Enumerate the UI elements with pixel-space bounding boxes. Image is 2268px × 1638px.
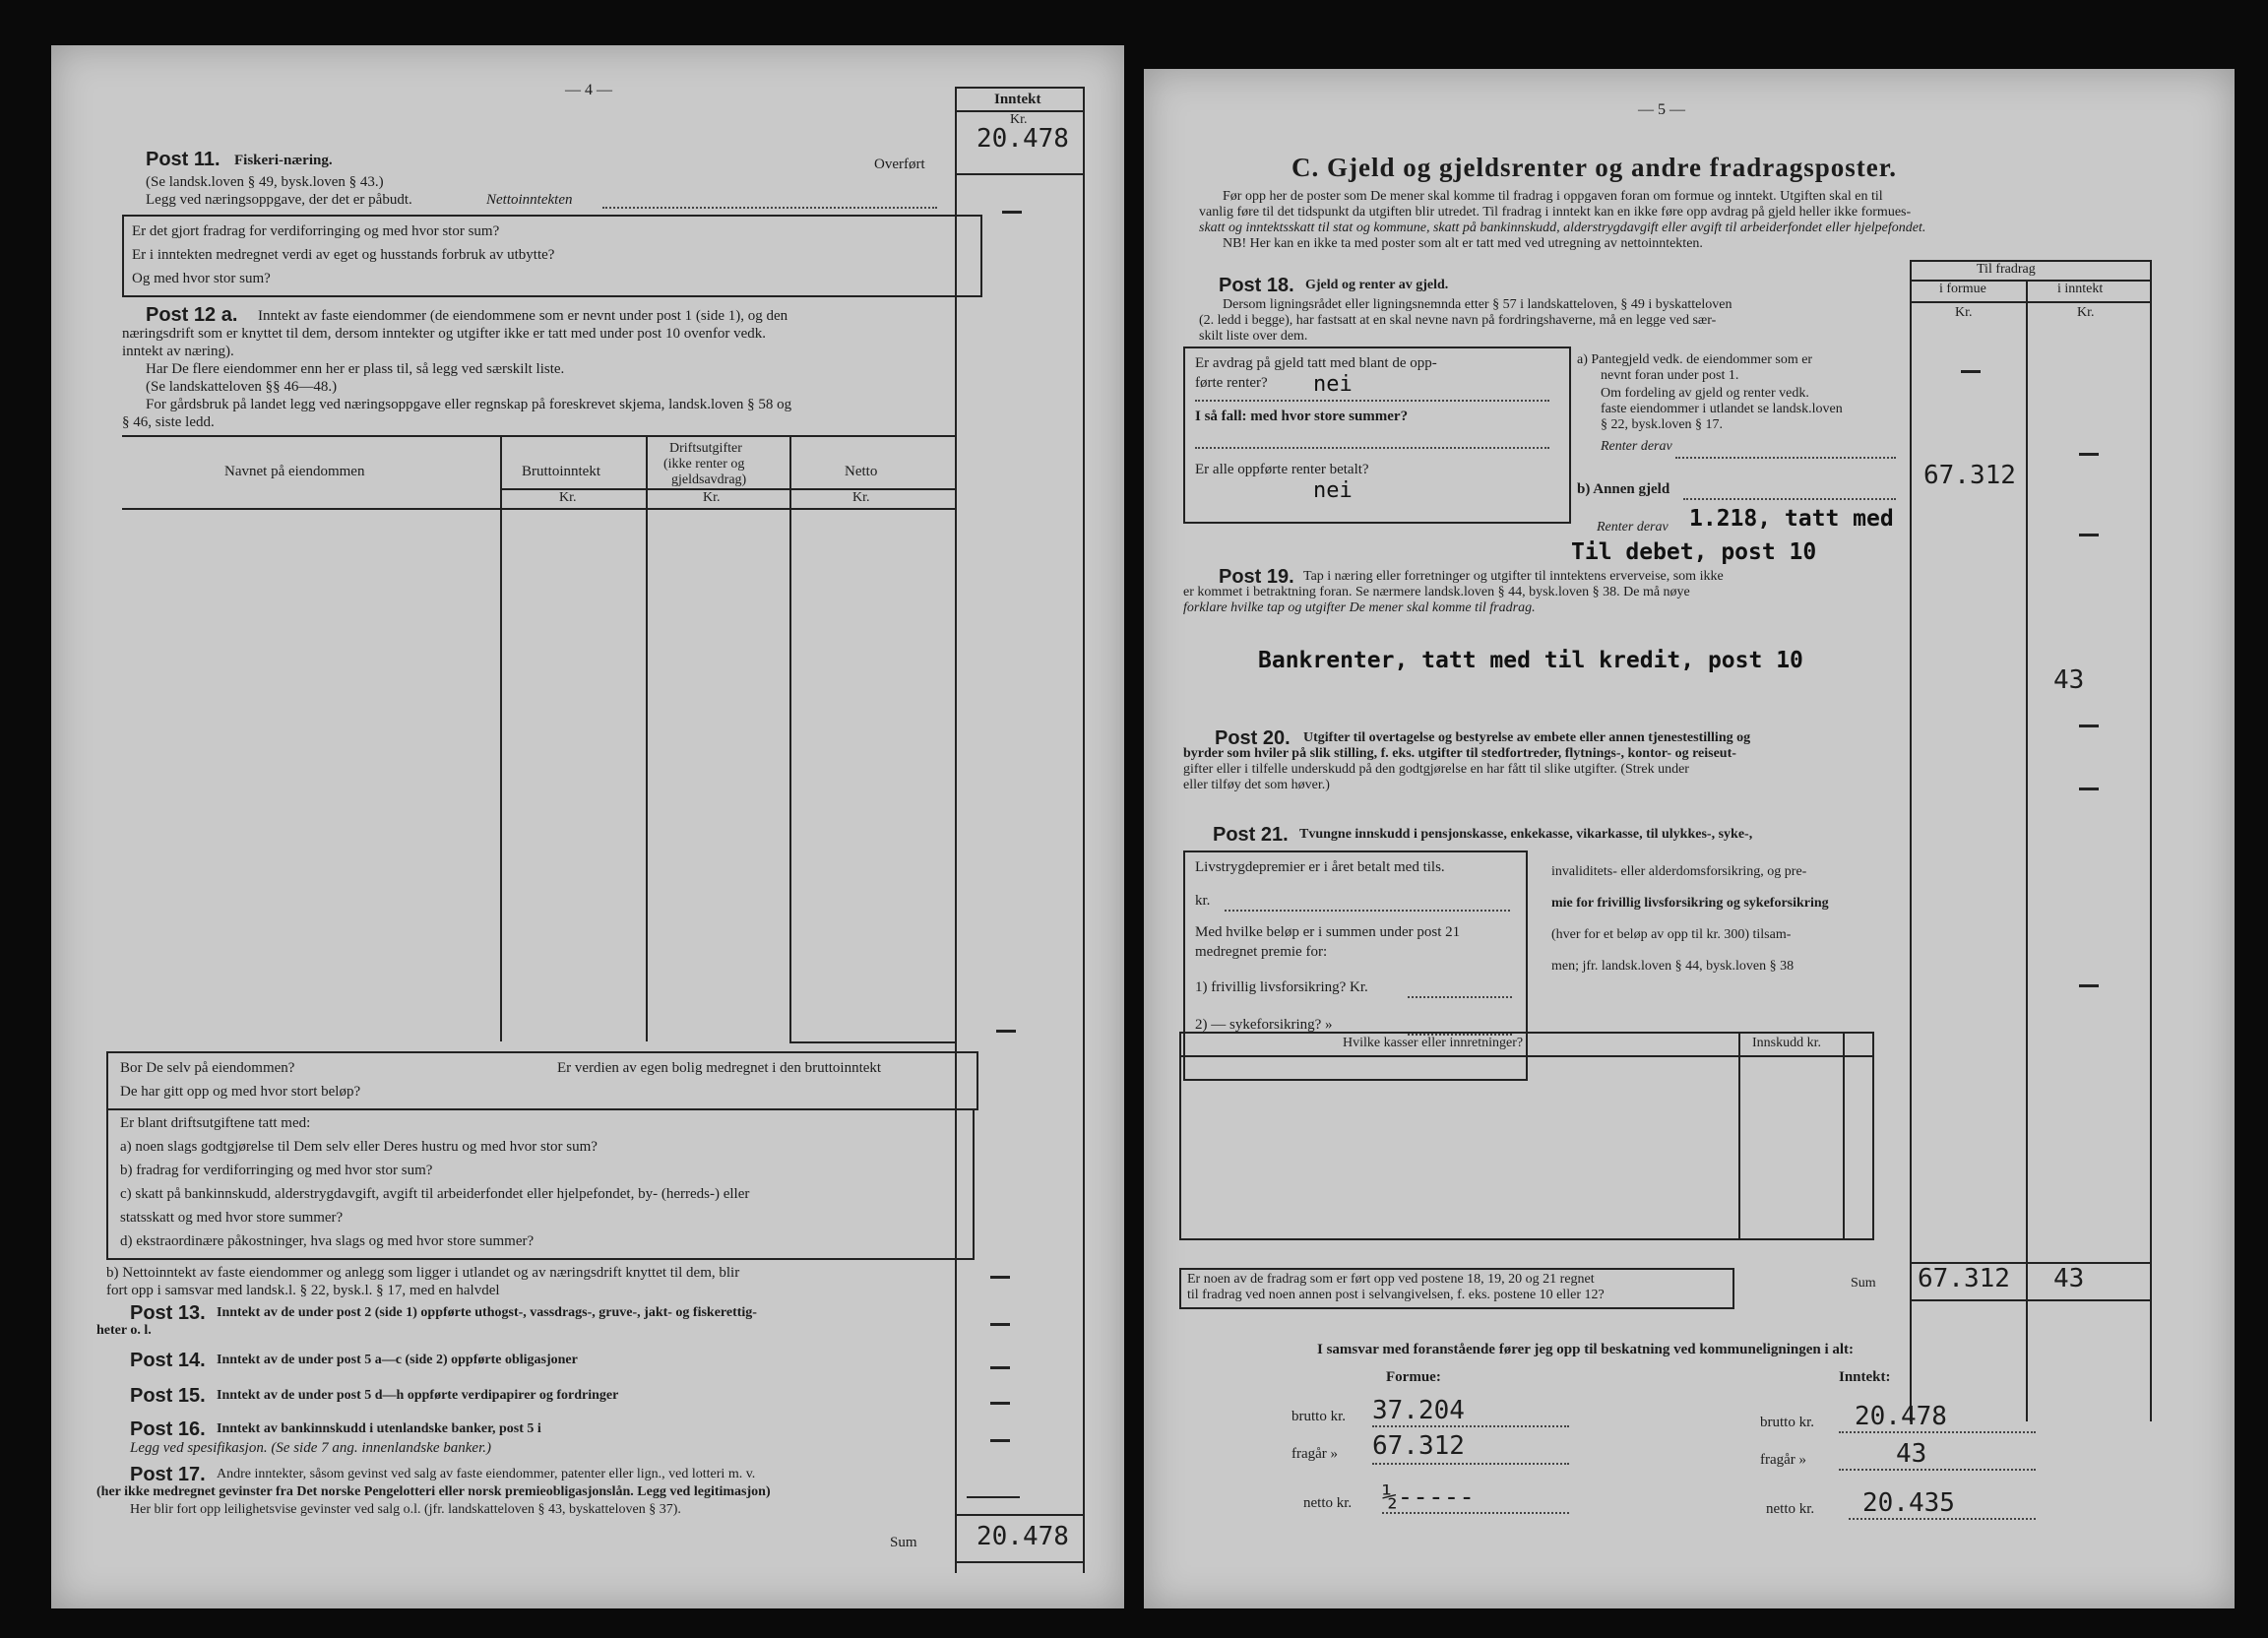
dotted-line [1408, 996, 1512, 998]
livstrygd-line: Med hvilke beløp er i summen under post 21 [1195, 924, 1461, 940]
dash-mark [990, 1366, 1010, 1369]
annen-gjeld-value: 67.312 [1923, 461, 2016, 490]
inntekt-column-left-border [955, 87, 957, 1573]
post18a-line: § 22, bysk.loven § 17. [1601, 417, 1724, 432]
post11-box-line: Og med hvor stor sum? [132, 271, 271, 286]
post18-line: Dersom ligningsrådet eller ligningsnemnda etter § 57 i landskatteloven, § 49 i byskatteloven [1223, 297, 1732, 312]
post12-line: (Se landskatteloven §§ 46—48.) [146, 379, 338, 395]
bolig-q1: Bor De selv på eiendommen? [120, 1060, 295, 1076]
page-number: — 5 — [1638, 101, 1685, 118]
brutto-label: brutto kr. [1292, 1409, 1346, 1424]
post16-text2: Legg ved spesifikasjon. (Se side 7 ang. innenlandske banker.) [130, 1440, 492, 1456]
post12-line: For gårdsbruk på landet legg ved næringsoppgave eller regnskap på foreskrevet skjema, landsk.loven § 58 og [146, 397, 792, 412]
dotted-line [1675, 457, 1896, 459]
post20-title: Post 20. [1215, 727, 1291, 749]
sum-top-line [955, 1514, 1083, 1516]
post12-line: Inntekt av faste eiendommer (de eiendommene som er nevnt under post 1 (side 1), og den [258, 308, 788, 324]
fradrag-question-box [1179, 1268, 1734, 1309]
livstrygd-line: kr. [1195, 893, 1211, 909]
sum-label: Sum [890, 1535, 917, 1550]
table-col-line [646, 435, 648, 1041]
post16-title: Post 16. [130, 1418, 206, 1440]
post12-line: inntekt av næring). [122, 344, 234, 359]
formue-fragar: 67.312 [1372, 1431, 1465, 1461]
post20-line: eller tilføy det som høver.) [1183, 778, 1330, 792]
col-header-drift: gjeldsavdrag) [671, 472, 747, 487]
post18a-line: a) Pantegjeld vedk. de eiendommer som er [1577, 352, 1813, 367]
dash-mark [2079, 724, 2099, 727]
page-number: — 4 — [565, 82, 612, 98]
overfort-value: 20.478 [976, 124, 1069, 154]
netto-label: netto kr. [1303, 1495, 1353, 1511]
post11-title: Post 11. [146, 149, 220, 170]
post13-text: Inntekt av de under post 2 (side 1) oppførte uthogst-, vassdrags-, gruve-, jakt- og fiskerettig- [217, 1305, 757, 1320]
inntekt-fragar: 43 [1896, 1439, 1927, 1469]
post17-line: Her blir fort opp leilighetsvise gevinster ved salg o.l. (jfr. landskatteloven § 43, byskatteloven § 37). [130, 1502, 681, 1517]
kasser-col-line [1738, 1034, 1740, 1238]
dotted-line [602, 207, 937, 209]
inntekt-column-right-border [1083, 87, 1085, 1573]
innskudd-header: Innskudd kr. [1752, 1036, 1821, 1050]
post11-subtitle: Fiskeri-næring. [234, 153, 333, 168]
post20-line: gifter eller i tilfelle underskudd på den godtgjørelse en har fått til slike utgifter. (Strek under [1183, 762, 1689, 777]
inntekt-top-line [955, 87, 1083, 89]
post18-line: (2. ledd i begge), har fastsatt at en skal nevne navn på fordringshaverne, må en legge ved sær- [1199, 313, 1717, 328]
dotted-line [1225, 910, 1510, 912]
post19-line: forklare hvilke tap og utgifter De mener skal komme til fradrag. [1183, 600, 1536, 615]
fragar-label: fragår » [1760, 1452, 1807, 1468]
dash-mark [1002, 211, 1022, 214]
post15-title: Post 15. [130, 1385, 206, 1407]
fradrag-col-border [2026, 280, 2028, 1421]
post18a-line: faste eiendommer i utlandet se landsk.loven [1601, 402, 1843, 416]
inntekt-rule [955, 173, 1083, 175]
post13-text2: heter o. l. [96, 1323, 152, 1338]
post12-b-line: b) Nettoinntekt av faste eiendommer og anlegg som ligger i utlandet og av næringsdrift knyttet til dem, blir [106, 1265, 740, 1281]
post12-b-line: fort opp i samsvar med landsk.l. § 22, bysk.l. § 17, med en halvdel [106, 1283, 500, 1298]
post17-line: (her ikke medregnet gevinster fra Det norske Pengelotteri eller norsk premieobligasjonslån. Legg ved legitimasjon) [96, 1484, 771, 1499]
dash-mark [967, 1496, 1020, 1498]
post11-line1: (Se landsk.loven § 49, bysk.loven § 43.) [146, 174, 384, 190]
dash-mark [990, 1439, 1010, 1442]
drift-line: b) fradrag for verdiforringing og med hvor stor sum? [120, 1163, 433, 1178]
section-heading: C. Gjeld og gjeldsrenter og andre fradragsposter. [1292, 153, 1897, 182]
sum-value: 20.478 [976, 1522, 1069, 1551]
i-inntekt-header: i inntekt [2057, 282, 2104, 296]
post21-line1: Tvungne innskudd i pensjonskasse, enkekasse, vikarkasse, til ulykkes-, syke-, [1299, 827, 1753, 842]
post11-line2b: Nettoinntekten [486, 192, 573, 208]
dash-mark [996, 1030, 1016, 1033]
post21-right-line: mie for frivillig livsforsikring og sykeforsikring [1551, 896, 1829, 911]
avdrag-q1b: førte renter? [1195, 375, 1268, 391]
right-page [1144, 69, 2235, 1608]
brutto-label: brutto kr. [1760, 1415, 1814, 1430]
dotted-line [1195, 400, 1549, 402]
driftsutgifter-box [106, 1108, 975, 1260]
table-top-line [122, 435, 955, 437]
post12-line: næringsdrift som er knyttet til dem, dersom inntekter og utgifter ikke er tatt med under post 10 ovenfor vedk. [122, 326, 767, 342]
dash-mark [1961, 370, 1981, 373]
inntekt-label: Inntekt: [1839, 1369, 1891, 1385]
dash-mark [2079, 788, 2099, 790]
kr-label: Kr. [703, 490, 721, 505]
post12-line: Har De flere eiendommer enn her er plass til, så legg ved særskilt liste. [146, 361, 565, 377]
left-page [51, 45, 1124, 1608]
post18-subtitle: Gjeld og renter av gjeld. [1305, 278, 1449, 292]
formue-brutto: 37.204 [1372, 1396, 1465, 1425]
intro-line: Før opp her de poster som De mener skal komme til fradrag i oppgaven foran om formue og inntekt. Utgiften skal en til [1223, 189, 1883, 204]
table-col-line [789, 435, 791, 1041]
sum-bottom-line [955, 1561, 1083, 1563]
dotted-line [1839, 1469, 2036, 1471]
post15-text: Inntekt av de under post 5 d—h oppførte verdipapirer og fordringer [217, 1388, 619, 1403]
post11-box-line: Er det gjort fradrag for verdiforringing og med hvor stor sum? [132, 223, 500, 239]
drift-line: c) skatt på bankinnskudd, alderstrygdavgift, avgift til arbeiderfondet eller hjelpefondet, by- (herreds-) eller [120, 1186, 750, 1202]
bolig-q2: De har gitt opp og med hvor stort beløp? [120, 1084, 361, 1100]
dash-mark [2079, 534, 2099, 536]
dash-mark [990, 1402, 1010, 1405]
livstrygd-line: 1) frivillig livsforsikring? Kr. [1195, 979, 1368, 995]
livstrygd-line: 2) — sykeforsikring? » [1195, 1017, 1333, 1033]
col-header-drift: (ikke renter og [663, 457, 745, 472]
post12-line: § 46, siste ledd. [122, 414, 215, 430]
post17-line: Andre inntekter, såsom gevinst ved salg av faste eiendommer, patenter eller lign., ved lotteri m. v. [217, 1467, 756, 1481]
post11-line2: Legg ved næringsoppgave, der det er påbudt. [146, 192, 412, 208]
drift-line: a) noen slags godtgjørelse til Dem selv eller Deres hustru og med hvor stor sum? [120, 1139, 598, 1155]
kr-label: Kr. [2077, 305, 2095, 320]
col-header-navn: Navnet på eiendommen [224, 464, 365, 479]
post18-title: Post 18. [1219, 275, 1294, 296]
bolig-q1b: Er verdien av egen bolig medregnet i den bruttoinntekt [557, 1060, 882, 1076]
drift-line: d) ekstraordinære påkostninger, hva slags og med hvor store summer? [120, 1233, 535, 1249]
kasser-header: Hvilke kasser eller innretninger? [1343, 1036, 1524, 1050]
kasser-header-line [1181, 1055, 1872, 1057]
fradrag-col-border [1910, 260, 1912, 1421]
post19-title: Post 19. [1219, 566, 1294, 588]
kr-label: Kr. [852, 490, 870, 505]
post19-line: er kommet i betraktning foran. Se nærmere landsk.loven § 44, bysk.loven § 38. De må nøye [1183, 585, 1690, 599]
dotted-line [1839, 1431, 2036, 1433]
table-header-line [122, 508, 955, 510]
dash-mark [2079, 984, 2099, 987]
post16-text: Inntekt av bankinnskudd i utenlandske banker, post 5 i [217, 1421, 541, 1436]
livstrygd-line: medregnet premie for: [1195, 944, 1328, 960]
formue-label: Formue: [1386, 1369, 1441, 1385]
renter-derav-b: Renter derav [1597, 520, 1669, 535]
fragar-label: fragår » [1292, 1446, 1339, 1462]
sum-inntekt: 43 [2053, 1264, 2085, 1293]
post18a-line: nevnt foran under post 1. [1601, 368, 1739, 383]
dotted-line [1849, 1518, 2036, 1520]
post20-line: byrder som hviler på slik stilling, f. eks. utgifter til stedfortreder, flytnings-, kontor- og reiseut- [1183, 746, 1736, 761]
col-header-drift: Driftsutgifter [669, 441, 742, 456]
kr-label: Kr. [1010, 112, 1028, 127]
post14-title: Post 14. [130, 1350, 206, 1371]
avdrag-box [1183, 346, 1571, 524]
table-bottom-line [789, 1041, 955, 1043]
overfort-label: Overført [874, 157, 925, 172]
renter-betalt-q: Er alle oppførte renter betalt? [1195, 462, 1369, 477]
inntekt-header: Inntekt [994, 92, 1041, 107]
dotted-line [1195, 447, 1549, 449]
dash-mark [990, 1276, 1010, 1279]
kr-label: Kr. [559, 490, 577, 505]
avdrag-q2: I så fall: med hvor store summer? [1195, 409, 1409, 424]
post21-title: Post 21. [1213, 824, 1289, 846]
fradrag-line [1910, 301, 2150, 303]
til-fradrag-header: Til fradrag [1977, 262, 2036, 277]
dotted-line [1372, 1463, 1569, 1465]
samsvar-text: I samsvar med foranstående fører jeg opp til beskatning ved kommuneligningen i alt: [1317, 1342, 1855, 1357]
intro-line: skatt og inntektsskatt til stat og kommune, skatt på bankinnskudd, alderstrygdavgift eller avgift til arbeiderfondet eller hjelpefondet. [1199, 220, 1926, 235]
kasser-table [1179, 1032, 1874, 1240]
annen-gjeld-label: b) Annen gjeld [1577, 481, 1670, 497]
i-formue-header: i formue [1939, 282, 1986, 296]
fradrag-question-line: til fradrag ved noen annen post i selvangivelsen, f. eks. postene 10 eller 12? [1187, 1288, 1605, 1302]
post21-right-line: invaliditets- eller alderdomsforsikring, og pre- [1551, 864, 1807, 879]
post21-right-line: men; jfr. landsk.loven § 44, bysk.loven § 38 [1551, 959, 1795, 974]
bolig-box [106, 1051, 978, 1110]
drift-line: statsskatt og med hvor store summer? [120, 1210, 344, 1226]
dotted-line [1372, 1425, 1569, 1427]
dash-mark [990, 1323, 1010, 1326]
formue-netto: ½----- [1382, 1482, 1475, 1512]
post19-value: 43 [2053, 665, 2085, 695]
avdrag-answer: nei [1313, 372, 1353, 397]
fradrag-col-border [2150, 260, 2152, 1421]
dash-mark [2079, 453, 2099, 456]
netto-label: netto kr. [1766, 1501, 1815, 1517]
renter-betalt-answer: nei [1313, 478, 1353, 503]
typed-bankrenter: Bankrenter, tatt med til kredit, post 10 [1258, 648, 1803, 673]
post14-text: Inntekt av de under post 5 a—c (side 2) oppførte obligasjoner [217, 1353, 578, 1367]
sum-formue: 67.312 [1918, 1264, 2010, 1293]
intro-line: vanlig føre til det tidspunkt da utgiften blir utredet. Til fradrag i inntekt kan en ikke føre opp avdrag på gjeld heller ikke formues- [1199, 205, 1912, 220]
post18-line: skilt liste over dem. [1199, 329, 1308, 344]
table-col-line [500, 435, 502, 1041]
col-header-brutto: Bruttoinntekt [522, 464, 600, 479]
intro-line: NB! Her kan en ikke ta med poster som alt er tatt med ved utregning av nettoinntekten. [1223, 236, 1703, 251]
post17-title: Post 17. [130, 1464, 206, 1485]
post11-box-line: Er i inntekten medregnet verdi av eget og husstands forbruk av utbytte? [132, 247, 555, 263]
livstrygd-line: Livstrygdepremier er i året betalt med tils. [1195, 859, 1445, 875]
post21-right-line: (hver for et beløp av opp til kr. 300) tilsam- [1551, 927, 1792, 942]
typed-debet: Til debet, post 10 [1571, 539, 1817, 565]
post11-box [122, 215, 982, 297]
sum-bottom-line [1910, 1299, 2150, 1301]
dotted-line [1382, 1512, 1569, 1514]
col-header-netto: Netto [845, 464, 878, 479]
renter-derav-a: Renter derav [1601, 439, 1672, 454]
post18a-line: Om fordeling av gjeld og renter vedk. [1601, 386, 1809, 401]
kasser-col-line [1843, 1034, 1845, 1238]
post20-line: Utgifter til overtagelse og bestyrelse av embete eller annen tjenestestilling og [1303, 730, 1751, 745]
fradrag-question-line: Er noen av de fradrag som er ført opp ved postene 18, 19, 20 og 21 regnet [1187, 1272, 1595, 1287]
inntekt-brutto: 20.478 [1855, 1402, 1947, 1431]
dotted-line [1683, 498, 1896, 500]
post19-line: Tap i næring eller forretninger og utgifter til inntektens erverveise, som ikke [1303, 569, 1724, 584]
typed-renter: 1.218, tatt med [1689, 506, 1894, 532]
inntekt-netto: 20.435 [1862, 1488, 1955, 1518]
sum-label: Sum [1851, 1276, 1876, 1291]
kr-label: Kr. [1955, 305, 1973, 320]
drift-line: Er blant driftsutgiftene tatt med: [120, 1115, 311, 1131]
post13-title: Post 13. [130, 1302, 206, 1324]
post12-title: Post 12 a. [146, 304, 238, 326]
avdrag-q1a: Er avdrag på gjeld tatt med blant de opp- [1195, 355, 1437, 371]
